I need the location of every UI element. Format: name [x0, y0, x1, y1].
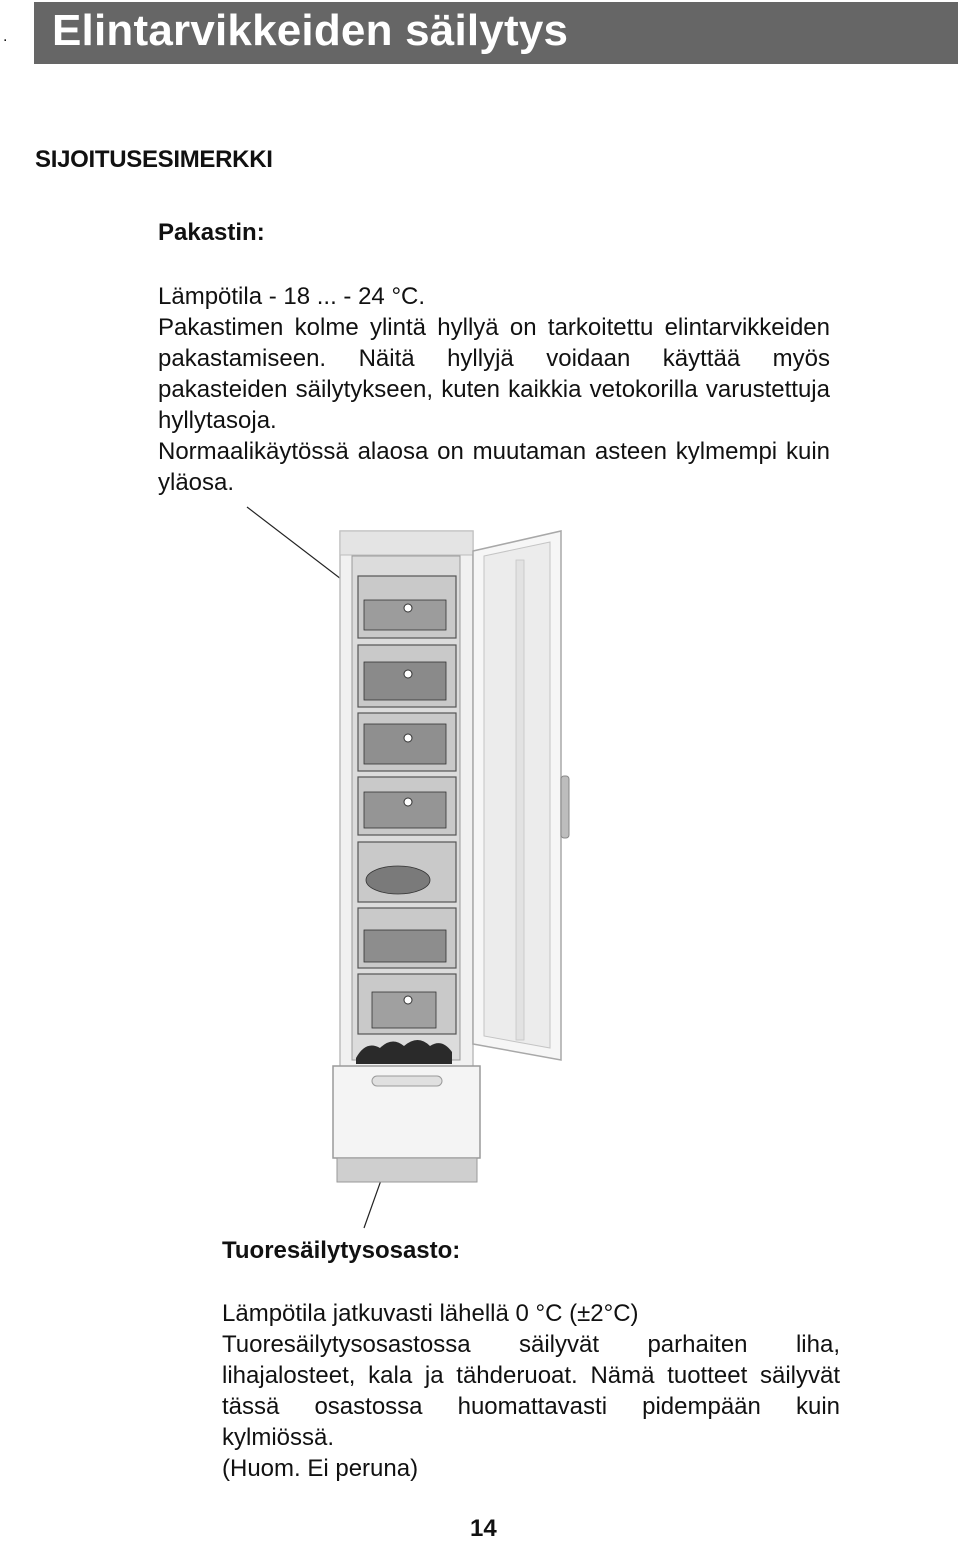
fresh-compartment-heading: Tuoresäilytysosasto:: [222, 1237, 461, 1264]
page-title: Elintarvikkeiden säilytys: [52, 6, 569, 55]
cabinet-base: [337, 1158, 477, 1182]
freezer-open-door-illustration: [230, 500, 590, 1240]
margin-marker: .: [3, 28, 8, 45]
door-inner-rib: [516, 560, 524, 1040]
fresh-temperature: Lämpötila jatkuvasti lähellä 0 °C (±2°C): [222, 1300, 639, 1327]
cabinet-top: [340, 531, 473, 555]
door-handle: [561, 776, 569, 838]
freezer-description: [158, 281, 830, 498]
fresh-compartment-description: [222, 1298, 840, 1484]
fresh-paragraph: Tuoresäilytysosastossa säilyvät parhaiten liha, lihajalosteet, kala ja tähderuoat. Nämä tuotteet säilyvät tässä osastossa huomattavasti pidempään kuin kylmiössä.: [222, 1331, 840, 1451]
page-number: 14: [470, 1515, 497, 1542]
freezer-note: Normaalikäytössä alaosa on muutaman asteen kylmempi kuin yläosa.: [158, 438, 830, 496]
fresh-note: (Huom. Ei peruna): [222, 1455, 419, 1482]
header-bar: [34, 2, 958, 64]
fresh-drawer-handle: [372, 1076, 442, 1086]
freezer-drawers: [358, 576, 456, 1034]
freezer-heading: Pakastin:: [158, 219, 265, 246]
freezer-paragraph: Pakastimen kolme ylintä hyllyä on tarkoitettu elintarvikkeiden pakastamiseen. Näitä hyllyjä voidaan käyttää myös pakasteiden säilytykseen, kuten kaikkia vetokorilla varustettuja hyllytasoja.: [158, 314, 830, 434]
section-title: SIJOITUSESIMERKKI: [35, 146, 273, 173]
freezer-temperature: Lämpötila - 18 ... - 24 °C.: [158, 283, 426, 310]
